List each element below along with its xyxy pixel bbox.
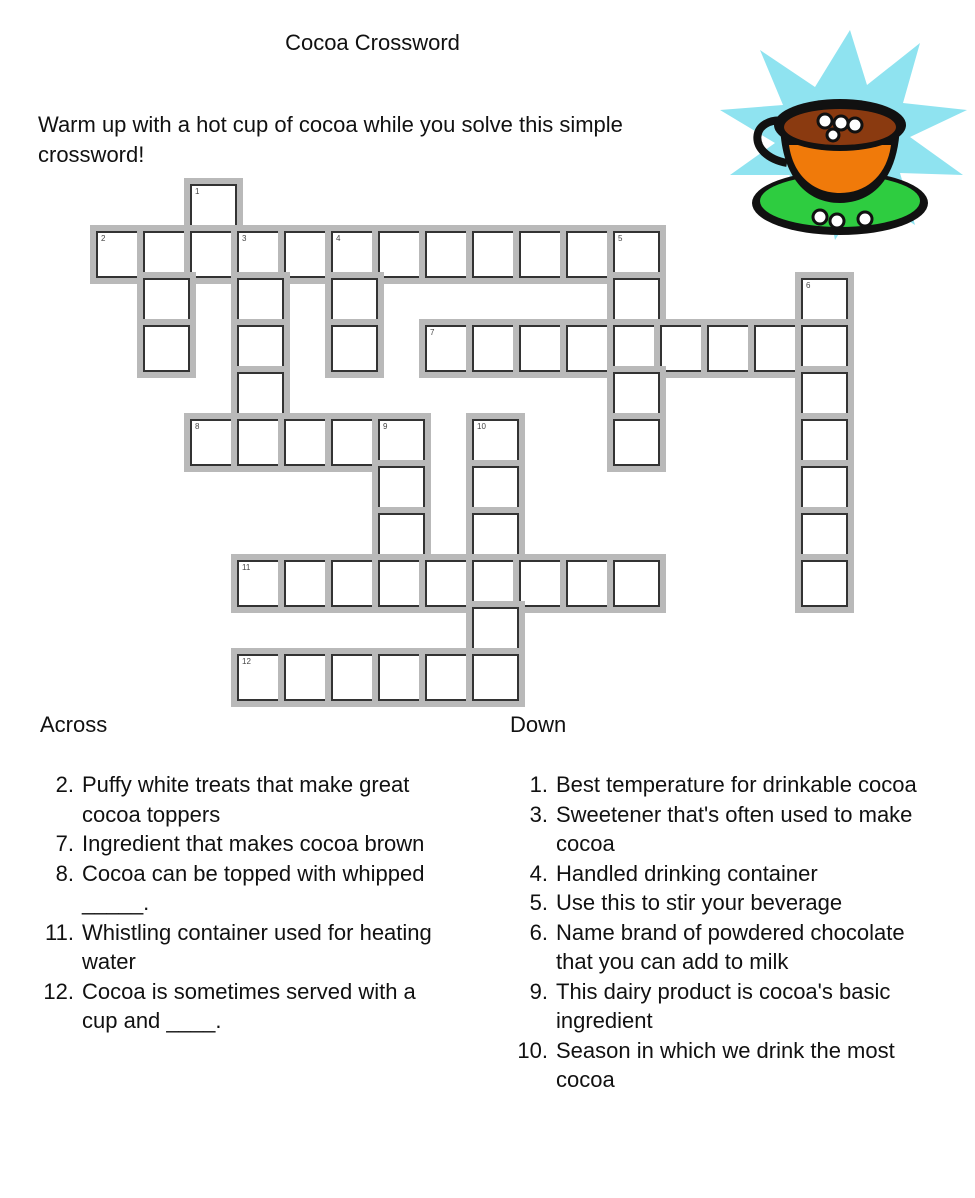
clue-text: Ingredient that makes cocoa brown xyxy=(82,831,425,856)
down-clue xyxy=(512,918,922,977)
clue-text: Cocoa is sometimes served with a cup and ____. xyxy=(82,978,416,1033)
clue-number: 2. xyxy=(55,772,74,797)
crossword-cell[interactable] xyxy=(237,372,284,419)
clue-number: 9. xyxy=(529,978,548,1004)
crossword-cell[interactable] xyxy=(425,325,472,372)
crossword-cell[interactable] xyxy=(331,560,378,607)
cell-number: 8 xyxy=(195,422,200,431)
crossword-cell[interactable] xyxy=(331,231,378,278)
clue-number: 3. xyxy=(529,801,548,827)
crossword-cell[interactable] xyxy=(801,278,848,325)
clue-text: Puffy white treats that make great cocoa toppers xyxy=(82,772,410,827)
clue-text: Cocoa can be topped with whipped _____. xyxy=(82,860,425,915)
clue-number: 5. xyxy=(529,890,548,915)
clue-number: 7. xyxy=(55,831,74,856)
across-clue xyxy=(38,770,438,829)
crossword-cell[interactable] xyxy=(566,560,613,607)
clue-number: 11. xyxy=(45,919,74,945)
cell-number: 4 xyxy=(336,234,341,243)
crossword-cell[interactable] xyxy=(472,513,519,560)
crossword-cell[interactable] xyxy=(472,325,519,372)
cell-number: 2 xyxy=(101,234,106,243)
down-clue xyxy=(512,770,922,800)
down-clue xyxy=(512,888,922,918)
crossword-cell[interactable] xyxy=(660,325,707,372)
crossword-cell[interactable] xyxy=(801,372,848,419)
crossword-cell[interactable] xyxy=(378,231,425,278)
intro-text: Warm up with a hot cup of cocoa while you solve this simple crossword! xyxy=(38,112,623,167)
crossword-cell[interactable] xyxy=(378,419,425,466)
crossword-cell[interactable] xyxy=(613,372,660,419)
clue-text: This dairy product is cocoa's basic ingredient xyxy=(556,978,891,1033)
cell-number: 7 xyxy=(430,328,435,337)
crossword-cell[interactable] xyxy=(707,325,754,372)
crossword-cell[interactable] xyxy=(425,654,472,701)
crossword-cell[interactable] xyxy=(143,278,190,325)
crossword-cell[interactable] xyxy=(331,654,378,701)
clue-number: 4. xyxy=(529,860,548,886)
crossword-cell[interactable] xyxy=(143,325,190,372)
clue-number: 1. xyxy=(529,772,548,797)
down-clue xyxy=(512,800,922,859)
clue-text: Sweetener that's often used to make cocoa xyxy=(556,801,913,856)
crossword-cell[interactable] xyxy=(190,231,237,278)
down-clue xyxy=(512,1036,922,1095)
crossword-cell[interactable] xyxy=(284,419,331,466)
crossword-cell[interactable] xyxy=(472,419,519,466)
down-clue xyxy=(512,859,922,889)
crossword-cell[interactable] xyxy=(801,560,848,607)
clue-text: Whistling container used for heating water xyxy=(82,919,432,974)
crossword-cell[interactable] xyxy=(472,466,519,513)
crossword-cell[interactable] xyxy=(566,325,613,372)
crossword-cell[interactable] xyxy=(331,278,378,325)
crossword-cell[interactable] xyxy=(613,325,660,372)
down-clue-list xyxy=(512,770,922,1095)
crossword-cell[interactable] xyxy=(519,560,566,607)
crossword-cell[interactable] xyxy=(425,231,472,278)
cell-number: 11 xyxy=(242,563,251,572)
cell-number: 9 xyxy=(383,422,388,431)
crossword-cell[interactable] xyxy=(613,560,660,607)
crossword-cell[interactable] xyxy=(754,325,801,372)
crossword-cell[interactable] xyxy=(378,560,425,607)
down-clue xyxy=(512,977,922,1036)
across-clue-list xyxy=(38,770,438,1036)
crossword-cell[interactable] xyxy=(566,231,613,278)
crossword-cell[interactable] xyxy=(378,654,425,701)
crossword-cell[interactable] xyxy=(378,466,425,513)
crossword-cell[interactable] xyxy=(237,654,284,701)
clue-text: Name brand of powdered chocolate that you can add to milk xyxy=(556,919,905,974)
crossword-cell[interactable] xyxy=(237,325,284,372)
crossword-cell[interactable] xyxy=(472,654,519,701)
clue-text: Season in which we drink the most cocoa xyxy=(556,1037,895,1092)
across-clue xyxy=(38,977,438,1036)
across-heading: Across xyxy=(40,712,108,737)
crossword-cell[interactable] xyxy=(801,513,848,560)
cell-number: 1 xyxy=(195,187,200,196)
clue-number: 10. xyxy=(517,1037,548,1063)
clue-number: 6. xyxy=(529,919,548,945)
clue-number: 12. xyxy=(43,978,74,1004)
crossword-cell[interactable] xyxy=(190,419,237,466)
down-heading: Down xyxy=(510,712,567,737)
crossword-cell[interactable] xyxy=(425,560,472,607)
crossword-cell[interactable] xyxy=(472,607,519,654)
crossword-cell[interactable] xyxy=(801,466,848,513)
across-clue xyxy=(38,918,438,977)
crossword-cell[interactable] xyxy=(613,278,660,325)
crossword-cell[interactable] xyxy=(237,419,284,466)
crossword-cell[interactable] xyxy=(284,231,331,278)
crossword-cell[interactable] xyxy=(519,325,566,372)
crossword-cell[interactable] xyxy=(237,231,284,278)
cell-number: 10 xyxy=(477,422,486,431)
crossword-cell[interactable] xyxy=(284,560,331,607)
crossword-cell[interactable] xyxy=(801,419,848,466)
crossword-cell[interactable] xyxy=(378,513,425,560)
crossword-cell[interactable] xyxy=(519,231,566,278)
crossword-cell[interactable] xyxy=(613,231,660,278)
crossword-cell[interactable] xyxy=(237,278,284,325)
crossword-cell[interactable] xyxy=(237,560,284,607)
crossword-cell[interactable] xyxy=(331,419,378,466)
cell-number: 12 xyxy=(242,657,251,666)
cell-number: 5 xyxy=(618,234,623,243)
clue-text: Use this to stir your beverage xyxy=(556,890,843,915)
across-clue xyxy=(38,829,438,859)
crossword-cell[interactable] xyxy=(284,654,331,701)
crossword-cell[interactable] xyxy=(190,184,237,231)
clue-text: Handled drinking container xyxy=(556,860,818,886)
crossword-cell[interactable] xyxy=(331,325,378,372)
crossword-cell[interactable] xyxy=(801,325,848,372)
clue-number: 8. xyxy=(55,860,74,886)
cell-number: 6 xyxy=(806,281,811,290)
across-clue xyxy=(38,859,438,918)
clue-text: Best temperature for drinkable cocoa xyxy=(556,772,917,797)
crossword-cell[interactable] xyxy=(143,231,190,278)
crossword-cell[interactable] xyxy=(96,231,143,278)
crossword-cell[interactable] xyxy=(472,231,519,278)
cell-number: 3 xyxy=(242,234,247,243)
crossword-cell[interactable] xyxy=(472,560,519,607)
crossword-cell[interactable] xyxy=(613,419,660,466)
page-title: Cocoa Crossword xyxy=(285,30,460,55)
